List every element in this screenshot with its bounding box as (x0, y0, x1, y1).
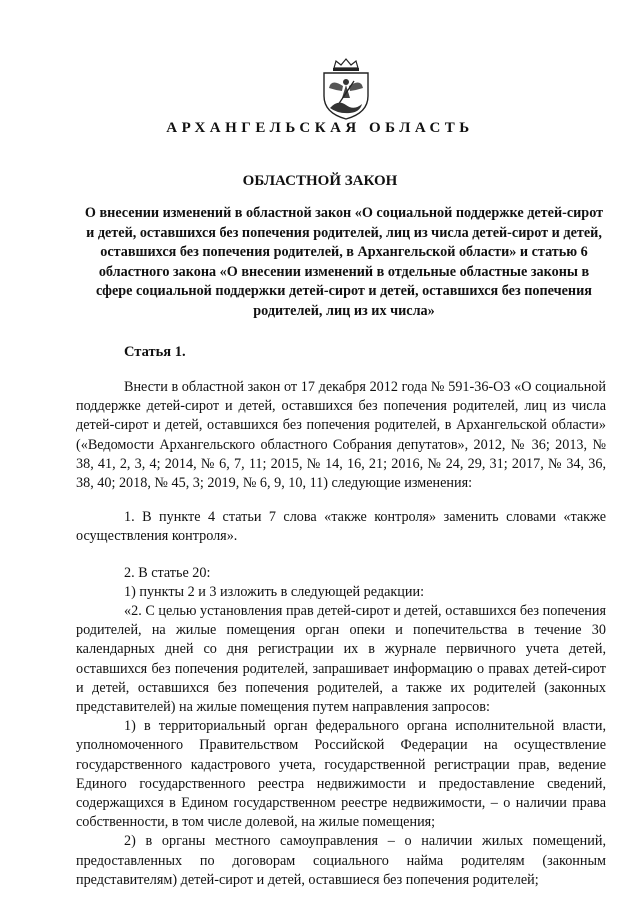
paragraph-item-1: 1. В пункте 4 статьи 7 слова «также контроля» заменить словами «также осуществления контроля». (76, 509, 606, 545)
paragraph-point-2: «2. С целью установления прав детей-сирот и детей, оставшихся без попечения родителей, на жилые помещения орган опеки и попечительства в течение 30 календарных дней со дня регистрации их в журнале первичного учета детей, оставшихся без попечения родителей, запрашивает информацию о правах детей-сирот и детей, оставшихся без попечения родителей, а также их родителей (законных представителей) на жилые помещения путем направления запросов: (76, 603, 606, 716)
paragraph-request-2: 2) в органы местного самоуправления – о наличии жилых помещений, предоставленных по договорам социального найма родителям (законным представителям) детей-сирот и детей, оставшиеся без попечения родителей; (76, 833, 606, 888)
coat-of-arms-icon (318, 58, 374, 120)
document-body (76, 378, 606, 890)
paragraph-item-2: 2. В статье 20: (124, 564, 211, 581)
law-title: О внесении изменений в областной закон «О социальной поддержке детей-сирот и детей, оставшихся без попечения родителей, лиц из числа детей-сирот и детей, оставшихся без попечения родителей, в Архангельской области» и статью 6 областного закона «О внесении изменений в отдельные областные законы в сфере социальной поддержки детей-сирот и детей, оставшихся без попечения родителей, лиц из их числа» (84, 205, 604, 319)
article-heading: Статья 1. (124, 344, 186, 360)
paragraph-request-1: 1) в территориальный орган федерального органа исполнительной власти, уполномоченного Правительством Российской Федерации на осуществление государственного кадастрового учета, государственной регистрации прав, ведение Единого государственного реестра недвижимости и предоставление сведений, содержащихся в Едином государственном реестре недвижимости, – о наличии права собственности, в том числе долевой, на жилые помещения; (76, 718, 606, 831)
law-type-heading: ОБЛАСТНОЙ ЗАКОН (242, 173, 398, 189)
paragraph-intro: Внести в областной закон от 17 декабря 2012 года № 591-36-ОЗ «О социальной поддержке детей-сирот и детей, оставшихся без попечения родителей, лиц из числа детей-сирот и детей, оставшихся без попечения родителей, в Архангельской области» («Ведомости Архангельского областного Собрания депутатов», 2012, № 36; 2013, № 38, 41, 2, 3, 4; 2014, № 6, 7, 11; 2015, № 14, 16, 21; 2016, № 24, 29, 31; 2017, № 34, 36, 38, 40; 2018, № 45, 3; 2019, № 6, 9, 10, 11) следующие изменения: (76, 379, 606, 492)
paragraph-subitem-1: 1) пункты 2 и 3 изложить в следующей редакции: (124, 583, 425, 600)
region-heading: АРХАНГЕЛЬСКАЯ ОБЛАСТЬ (166, 120, 474, 136)
